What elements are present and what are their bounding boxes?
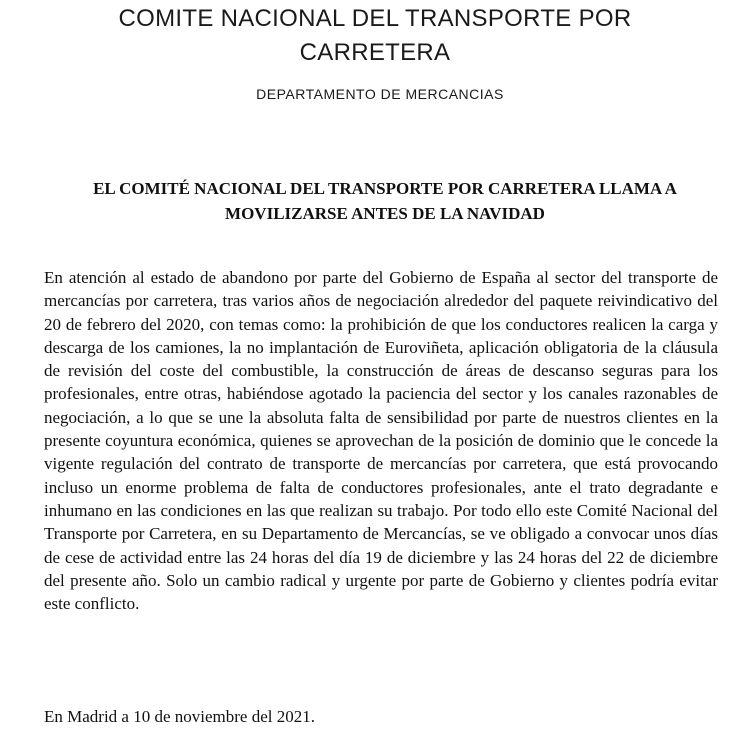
headline-line-1: EL COMITÉ NACIONAL DEL TRANSPORTE POR CARRETERA LLAMA A xyxy=(93,179,677,198)
organization-title-line-1: COMITE NACIONAL DEL TRANSPORTE POR xyxy=(118,5,632,32)
department-subtitle: DEPARTAMENTO DE MERCANCIAS xyxy=(256,86,504,102)
organization-title xyxy=(0,2,750,70)
body-paragraph: En atención al estado de abandono por parte del Gobierno de España al sector del transporte de mercancías por carretera, tras varios años de negociación alrededor del paquete reivindicativo del 20 de febrero del 2020, con temas como: la prohibición de que los conductores realicen la carga y descarga de los camiones, la no implantación de Euroviñeta, aplicación obligatoria de la cláusula de revisión del coste del combustible, la construcción de áreas de descanso seguras para los profesionales, entre otras, habiéndose agotado la paciencia del sector y los canales razonables de negociación, a lo que se une la absoluta falta de sensibilidad por parte de nuestros clientes en la presente coyuntura económica, quienes se aprovechan de la posición de dominio que le concede la vigente regulación del contrato de transporte de mercancías por carretera, que está provocando incluso un enorme problema de falta de conductores profesionales, ante el trato degradante e inhumano en las condiciones en las que realizan su trabajo. Por todo ello este Comité Nacional del Transporte por Carretera, en su Departamento de Mercancías, se ve obligado a convocar unos días de cese de actividad entre las 24 horas del día 19 de diciembre y las 24 horas del 22 de diciembre del presente año. Solo un cambio radical y urgente por parte de Gobierno y clientes podría evitar este conflicto. xyxy=(44,268,718,614)
organization-title-line-2: CARRETERA xyxy=(299,39,451,66)
press-release-headline xyxy=(40,176,730,226)
place-date-signoff: En Madrid a 10 de noviembre del 2021. xyxy=(44,707,315,726)
headline-line-2: MOVILIZARSE ANTES DE LA NAVIDAD xyxy=(225,204,545,223)
